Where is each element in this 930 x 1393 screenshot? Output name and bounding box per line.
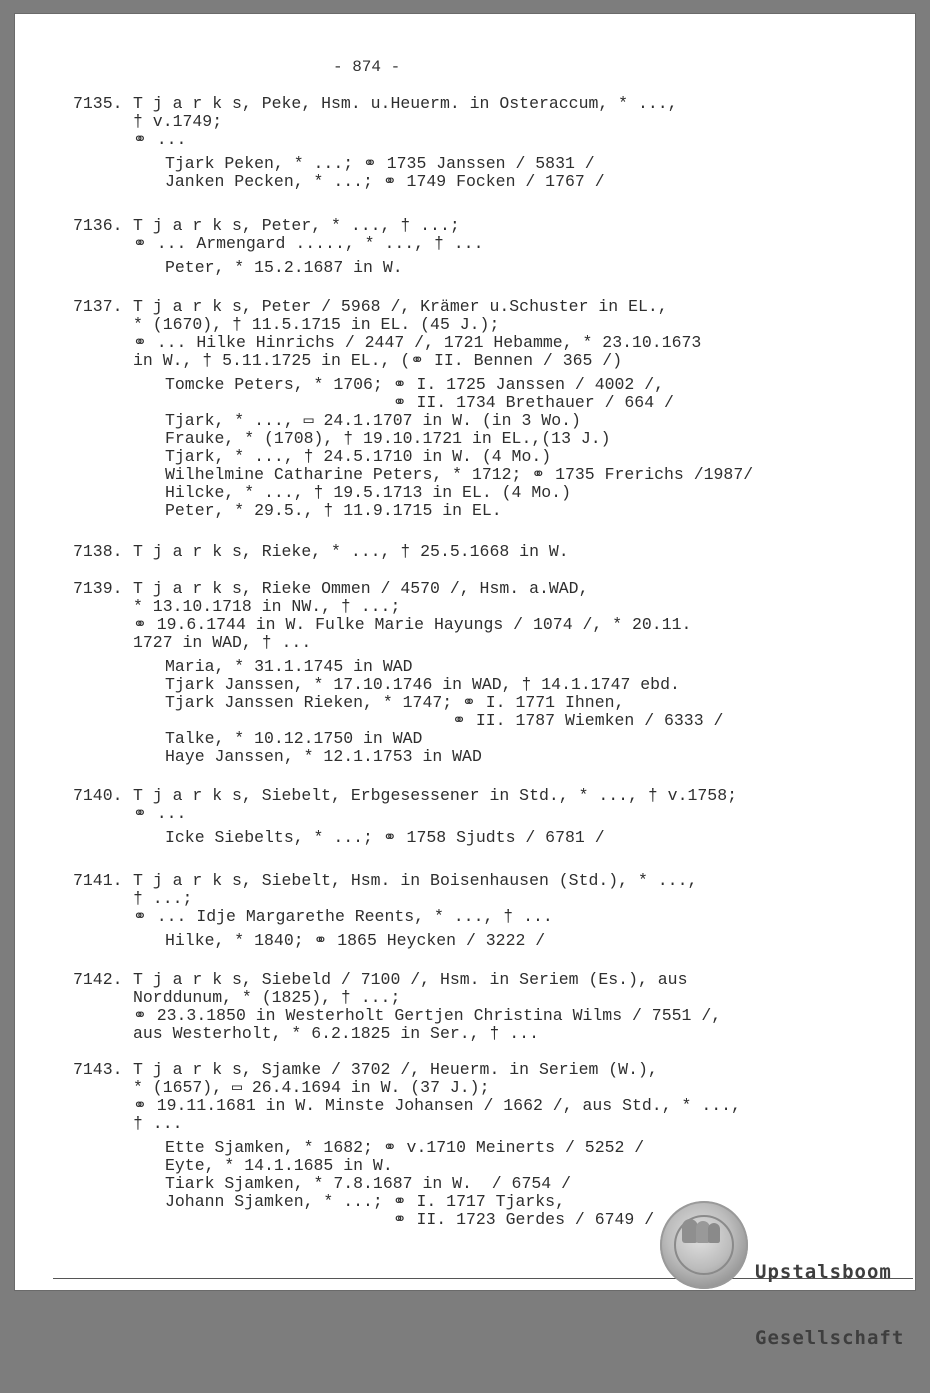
genealogy-entry — [15, 580, 723, 766]
child-entry: Tjark, * ..., ▭ 24.1.1707 in W. (in 3 Wo.) — [165, 411, 581, 430]
entry-text: T j a r k s, Peter, * ..., † ...; — [133, 216, 460, 235]
children-list — [15, 376, 753, 520]
entry-line — [15, 113, 678, 131]
entry-text: Norddunum, * (1825), † ...; — [133, 988, 401, 1007]
entry-text: * (1657), ▭ 26.4.1694 in W. (37 J.); — [133, 1078, 490, 1097]
entry-line — [15, 908, 697, 926]
child-entry: Ette Sjamken, * 1682; ⚭ v.1710 Meinerts / 5252 / — [165, 1138, 645, 1157]
entry-line — [15, 971, 721, 989]
entry-text: T j a r k s, Rieke, * ..., † 25.5.1668 in W. — [133, 542, 569, 561]
genealogy-entry — [15, 1061, 741, 1229]
entry-text: ⚭ ... Hilke Hinrichs / 2447 /, 1721 Hebamme, * 23.10.1673 — [133, 333, 702, 352]
entry-text: † ...; — [133, 889, 193, 908]
genealogy-entry — [15, 543, 569, 561]
entry-number: 7142. — [73, 970, 123, 989]
children-list — [15, 658, 723, 766]
child-entry: Tjark Janssen, * 17.10.1746 in WAD, † 14.1.1747 ebd. — [165, 675, 680, 694]
child-entry: Maria, * 31.1.1745 in WAD — [165, 657, 413, 676]
genealogy-entry — [15, 298, 753, 520]
entry-text: * (1670), † 11.5.1715 in EL. (45 J.); — [133, 315, 500, 334]
entry-line — [15, 1061, 741, 1079]
entry-text: † v.1749; — [133, 112, 223, 131]
entry-text: ⚭ ... — [133, 804, 187, 823]
entry-line — [15, 131, 678, 149]
entry-text: ⚭ ... — [133, 130, 187, 149]
entry-line — [15, 989, 721, 1007]
seal-figure — [708, 1223, 720, 1243]
child-entry: Tomcke Peters, * 1706; ⚭ I. 1725 Janssen / 4002 /, — [165, 375, 665, 394]
child-entry: Tjark, * ..., † 24.5.1710 in W. (4 Mo.) — [165, 447, 552, 466]
entry-number: 7141. — [73, 871, 123, 890]
entry-text: ⚭ 23.3.1850 in Westerholt Gertjen Christina Wilms / 7551 /, — [133, 1006, 722, 1025]
entry-text: T j a r k s, Peter / 5968 /, Krämer u.Schuster in EL., — [133, 297, 668, 316]
child-entry: Frauke, * (1708), † 19.10.1721 in EL.,(13 J.) — [165, 429, 611, 448]
entry-text: ⚭ 19.11.1681 in W. Minste Johansen / 1662 /, aus Std., * ..., — [133, 1096, 741, 1115]
entry-line — [15, 235, 483, 253]
children-list — [15, 829, 737, 847]
entry-number: 7140. — [73, 786, 123, 805]
entry-number: 7139. — [73, 579, 123, 598]
entry-number: 7135. — [73, 94, 123, 113]
child-entry: Talke, * 10.12.1750 in WAD — [165, 729, 423, 748]
entry-line — [15, 1097, 741, 1115]
children-list — [15, 1139, 741, 1229]
society-name-line1: Upstalsboom — [755, 1261, 892, 1283]
child-entry: ⚭ II. 1734 Brethauer / 664 / — [165, 393, 674, 412]
entry-text: T j a r k s, Peke, Hsm. u.Heuerm. in Osteraccum, * ..., — [133, 94, 678, 113]
entry-line — [15, 217, 483, 235]
entry-number: 7138. — [73, 542, 123, 561]
entry-line — [15, 1007, 721, 1025]
entry-number: 7137. — [73, 297, 123, 316]
child-entry: Hilke, * 1840; ⚭ 1865 Heycken / 3222 / — [165, 931, 546, 950]
children-list — [15, 932, 697, 950]
entry-line — [15, 95, 678, 113]
entry-line — [15, 352, 753, 370]
society-name — [755, 1217, 904, 1393]
child-entry: Johann Sjamken, * ...; ⚭ I. 1717 Tjarks, — [165, 1192, 565, 1211]
entry-line — [15, 543, 569, 561]
genealogy-entry — [15, 95, 678, 191]
entry-line — [15, 787, 737, 805]
genealogy-entry — [15, 971, 721, 1043]
child-entry: Peter, * 15.2.1687 in W. — [165, 258, 403, 277]
society-seal-icon — [660, 1201, 748, 1289]
child-entry: ⚭ II. 1787 Wiemken / 6333 / — [165, 711, 724, 730]
genealogy-entry — [15, 217, 483, 277]
children-list — [15, 155, 678, 191]
document-page — [15, 14, 915, 1349]
entry-text: T j a r k s, Sjamke / 3702 /, Heuerm. in Seriem (W.), — [133, 1060, 658, 1079]
entry-line — [15, 1079, 741, 1097]
entry-text: ⚭ 19.6.1744 in W. Fulke Marie Hayungs / 1074 /, * 20.11. — [133, 615, 692, 634]
child-entry: Eyte, * 14.1.1685 in W. — [165, 1156, 393, 1175]
entry-line — [15, 580, 723, 598]
entry-line — [15, 1115, 741, 1133]
entry-text: aus Westerholt, * 6.2.1825 in Ser., † ... — [133, 1024, 539, 1043]
entry-text: T j a r k s, Siebelt, Erbgesessener in Std., * ..., † v.1758; — [133, 786, 737, 805]
entry-text: T j a r k s, Rieke Ommen / 4570 /, Hsm. a.WAD, — [133, 579, 589, 598]
entry-text: ⚭ ... Armengard ....., * ..., † ... — [133, 234, 484, 253]
entry-text: in W., † 5.11.1725 in EL., (⚭ II. Bennen / 365 /) — [133, 351, 623, 370]
entry-line — [15, 616, 723, 634]
society-name-line2: Gesellschaft — [755, 1327, 905, 1349]
entry-line — [15, 1025, 721, 1043]
entry-line — [15, 598, 723, 616]
entry-line — [15, 316, 753, 334]
entry-text: * 13.10.1718 in NW., † ...; — [133, 597, 401, 616]
genealogy-entry — [15, 787, 737, 847]
child-entry: Peter, * 29.5., † 11.9.1715 in EL. — [165, 501, 502, 520]
entry-line — [15, 634, 723, 652]
child-entry: Haye Janssen, * 12.1.1753 in WAD — [165, 747, 482, 766]
child-entry: Wilhelmine Catharine Peters, * 1712; ⚭ 1735 Frerichs /1987/ — [165, 465, 754, 484]
entry-text: T j a r k s, Siebeld / 7100 /, Hsm. in Seriem (Es.), aus — [133, 970, 688, 989]
child-entry: Janken Pecken, * ...; ⚭ 1749 Focken / 1767 / — [165, 172, 605, 191]
page-number: - 874 - — [333, 58, 401, 76]
child-entry: Tiark Sjamken, * 7.8.1687 in W. / 6754 / — [165, 1174, 571, 1193]
child-entry: ⚭ II. 1723 Gerdes / 6749 / — [165, 1210, 655, 1229]
entry-text: † ... — [133, 1114, 183, 1133]
entry-line — [15, 890, 697, 908]
entry-line — [15, 805, 737, 823]
entry-text: T j a r k s, Siebelt, Hsm. in Boisenhausen (Std.), * ..., — [133, 871, 698, 890]
genealogy-entry — [15, 872, 697, 950]
entry-number: 7143. — [73, 1060, 123, 1079]
entry-line — [15, 334, 753, 352]
child-entry: Icke Siebelts, * ...; ⚭ 1758 Sjudts / 6781 / — [165, 828, 605, 847]
child-entry: Tjark Peken, * ...; ⚭ 1735 Janssen / 5831 / — [165, 154, 595, 173]
children-list — [15, 259, 483, 277]
entry-line — [15, 872, 697, 890]
entry-number: 7136. — [73, 216, 123, 235]
entry-text: 1727 in WAD, † ... — [133, 633, 312, 652]
entry-line — [15, 298, 753, 316]
child-entry: Hilcke, * ..., † 19.5.1713 in EL. (4 Mo.) — [165, 483, 571, 502]
entry-text: ⚭ ... Idje Margarethe Reents, * ..., † ... — [133, 907, 553, 926]
child-entry: Tjark Janssen Rieken, * 1747; ⚭ I. 1771 Ihnen, — [165, 693, 625, 712]
